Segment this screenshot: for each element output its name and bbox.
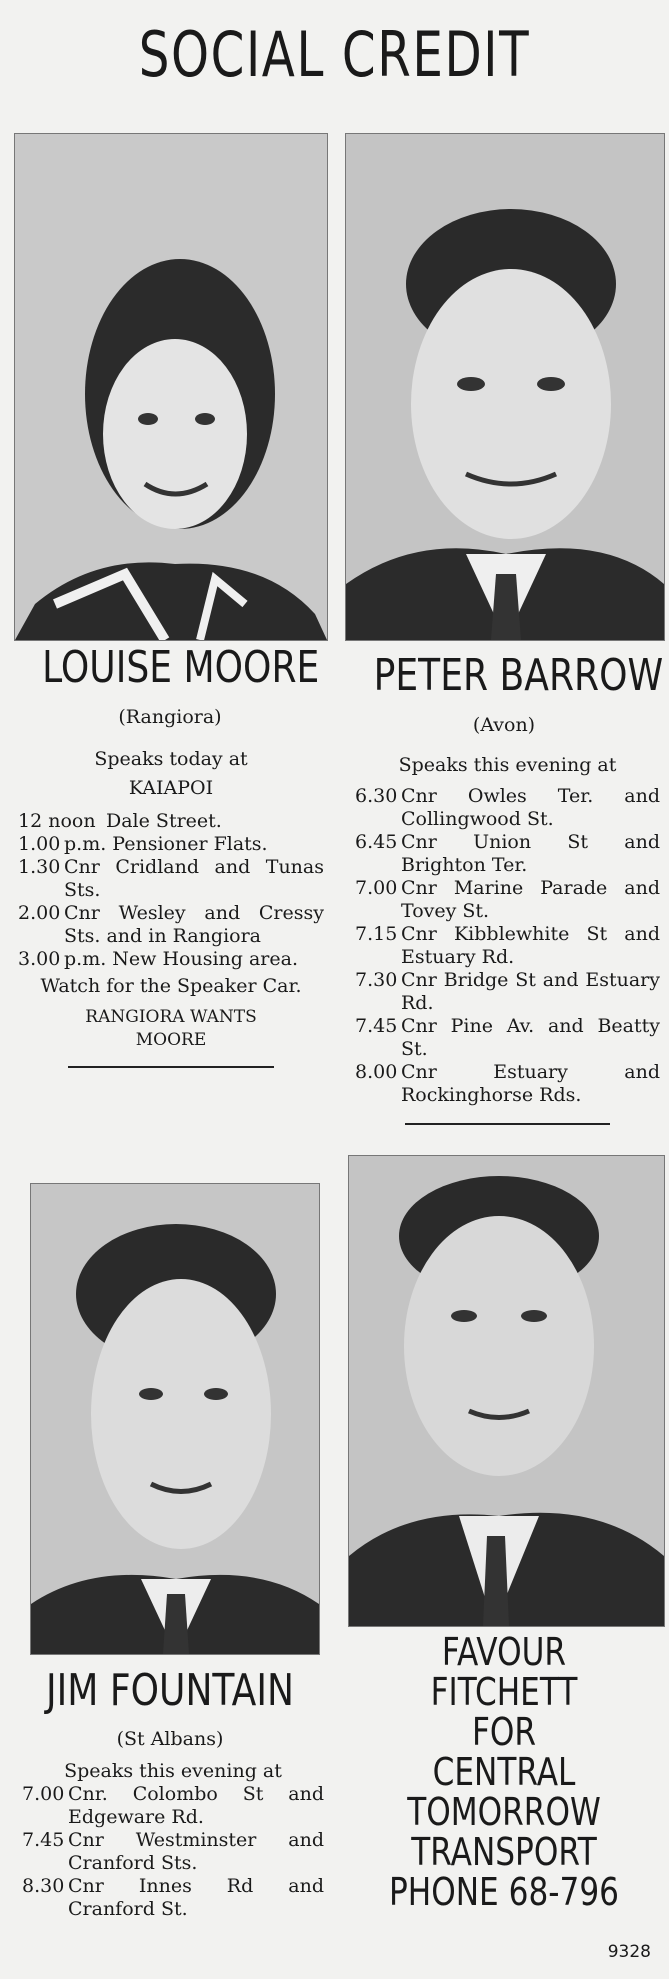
schedule-text: Cnr Kibblewhite St and Estuary Rd. <box>401 923 660 968</box>
schedule-text: p.m. Pensioner Flats. <box>64 833 268 855</box>
fitchett-line: FAVOUR <box>441 1630 567 1674</box>
photo-peter-barrow <box>345 133 665 641</box>
fitchett-block <box>345 1632 663 1912</box>
schedule-row <box>355 1061 660 1107</box>
page-title: SOCIAL CREDIT <box>138 18 531 91</box>
photo-louise-moore <box>14 133 328 641</box>
schedule-row <box>355 831 660 877</box>
divider <box>405 1123 610 1125</box>
portrait-man-icon <box>349 1156 664 1626</box>
schedule-text: Cnr Bridge St and Estuary Rd. <box>401 969 660 1014</box>
schedule-text: Cnr Innes Rd and Cranford St. <box>68 1875 324 1920</box>
schedule-time: 2.00 <box>18 902 61 924</box>
schedule-row <box>22 1829 324 1875</box>
electorate-st-albans: (St Albans) <box>116 1728 224 1750</box>
electorate-avon: (Avon) <box>472 714 536 736</box>
schedule-time: 7.45 <box>22 1829 65 1851</box>
portrait-woman-icon <box>15 134 327 640</box>
louise-moore-schedule-block <box>18 748 324 1068</box>
candidate-name-peter-barrow: PETER BARROW <box>373 650 664 701</box>
fitchett-line: FOR <box>471 1710 537 1754</box>
schedule-text: Cnr Wesley and Cressy Sts. and in Rangiora <box>64 902 324 947</box>
schedule-row <box>355 877 660 923</box>
slogan: RANGIORA WANTS MOORE <box>85 1007 257 1050</box>
fitchett-line: TOMORROW <box>407 1790 601 1834</box>
schedule-text: p.m. New Housing area. <box>64 948 299 970</box>
schedule-time: 1.00 <box>18 833 61 855</box>
portrait-man-icon <box>31 1184 319 1654</box>
schedule-row <box>18 856 324 902</box>
fitchett-line: TRANSPORT <box>411 1830 597 1874</box>
speaks-label: Speaks this evening at <box>398 754 617 776</box>
schedule-text: Cnr Cridland and Tunas Sts. <box>64 856 324 901</box>
schedule-time: 6.45 <box>355 831 398 853</box>
photo-jim-fountain <box>30 1183 320 1655</box>
schedule-time: 1.30 <box>18 856 61 878</box>
schedule-text: Dale Street. <box>106 810 222 832</box>
schedule-row <box>355 923 660 969</box>
schedule-time: 3.00 <box>18 948 61 970</box>
schedule-time: 7.45 <box>355 1015 398 1037</box>
place-label: KAIAPOI <box>128 777 214 799</box>
schedule-row <box>355 785 660 831</box>
schedule-text: Cnr Owles Ter. and Collingwood St. <box>401 785 660 830</box>
schedule-text: Cnr Estuary and Rockinghorse Rds. <box>401 1061 660 1106</box>
fitchett-line: CENTRAL <box>432 1750 576 1794</box>
schedule-row <box>18 948 324 971</box>
schedule-text: Cnr Pine Av. and Beatty St. <box>401 1015 660 1060</box>
photo-fitchett <box>348 1155 665 1627</box>
schedule-time: 8.30 <box>22 1875 65 1897</box>
schedule-time: 8.00 <box>355 1061 398 1083</box>
speaks-label: Speaks today at <box>94 748 248 770</box>
peter-barrow-schedule-block <box>355 754 660 1125</box>
schedule-row <box>22 1875 324 1921</box>
schedule-text: Cnr. Colombo St and Edgeware Rd. <box>68 1783 324 1828</box>
fitchett-line: PHONE 68-796 <box>388 1870 620 1914</box>
jim-fountain-schedule-block <box>22 1760 324 1921</box>
schedule-time: 12 noon <box>18 810 96 832</box>
ad-reference-number: 9328 <box>607 1942 651 1962</box>
schedule-row <box>355 969 660 1015</box>
schedule-text: Cnr Marine Parade and Tovey St. <box>401 877 660 922</box>
schedule-row <box>355 1015 660 1061</box>
schedule-text: Cnr Westminster and Cranford Sts. <box>68 1829 324 1874</box>
schedule-text: Cnr Union St and Brighton Ter. <box>401 831 660 876</box>
schedule-time: 6.30 <box>355 785 398 807</box>
speaker-car-note: Watch for the Speaker Car. <box>40 975 302 997</box>
schedule-time: 7.30 <box>355 969 398 991</box>
schedule-time: 7.00 <box>22 1783 65 1805</box>
schedule-time: 7.15 <box>355 923 398 945</box>
candidate-name-louise-moore: LOUISE MOORE <box>42 642 320 693</box>
speaks-label: Speaks this evening at <box>64 1760 282 1782</box>
fitchett-line: FITCHETT <box>430 1670 578 1714</box>
electorate-rangiora: (Rangiora) <box>118 706 222 728</box>
schedule-row <box>18 902 324 948</box>
candidate-name-jim-fountain: JIM FOUNTAIN <box>46 1665 294 1716</box>
schedule-row <box>18 833 324 856</box>
portrait-man-icon <box>346 134 664 640</box>
schedule-time: 7.00 <box>355 877 398 899</box>
schedule-row <box>22 1783 324 1829</box>
schedule-row <box>18 810 324 833</box>
divider <box>68 1066 274 1068</box>
